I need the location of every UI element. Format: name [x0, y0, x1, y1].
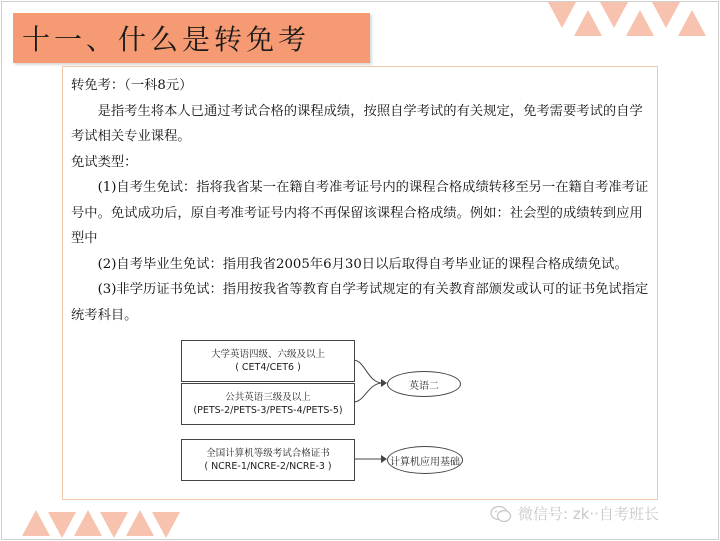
diagram-connectors — [63, 67, 657, 499]
cet-box-line1: 大学英语四级、六级及以上 — [210, 349, 325, 360]
english-two-label: 英语二 — [409, 380, 439, 392]
decor-triangle — [22, 510, 50, 536]
page-title: 十一、什么是转免考 — [22, 23, 311, 56]
ncre-box-line2: ( NCRE-1/NCRE-2/NCRE-3 ) — [204, 461, 332, 472]
decor-triangle — [600, 2, 628, 28]
content-box — [62, 66, 658, 500]
connector-line — [353, 383, 381, 402]
wechat-icon — [490, 505, 512, 523]
type-2-paragraph: (2)自考毕业生免试：指用我省2005年6月30日以后取得自考毕业证的课程合格成绩免试。 — [97, 256, 628, 272]
types-heading: 免试类型： — [71, 154, 138, 170]
decor-triangle — [652, 2, 680, 28]
ncre-box — [181, 439, 355, 481]
title-bar — [13, 13, 370, 63]
decor-triangle — [678, 10, 706, 36]
section-heading: 转免考：（一科8元） — [71, 78, 193, 93]
watermark — [490, 503, 659, 524]
pets-box — [181, 383, 355, 425]
computer-basics-label: 计算机应用基础 — [390, 456, 460, 468]
computer-basics-oval — [387, 446, 463, 474]
english-two-oval — [387, 371, 461, 397]
pets-box-line2: (PETS-2/PETS-3/PETS-4/PETS-5) — [193, 405, 343, 416]
pets-box-line1: 公共英语三级及以上 — [225, 392, 311, 403]
decor-triangle — [626, 10, 654, 36]
type-1-paragraph: (1)自考生免试：指将我省某一在籍自考准考证号内的课程合格成绩转移至另一在籍自考准考证号中。免试成功后，原自考准考证号内将不再保留该课程合格成绩。例如：社会型的成绩转到应用型中 — [71, 180, 649, 246]
definition-paragraph: 是指考生将本人已通过考试合格的课程成绩，按照自学考试的有关规定，免考需要考试的自学考试相关专业课程。 — [71, 103, 643, 144]
type-3-paragraph: (3)非学历证书免试：指用按我省等教育自学考试规定的有关教育部颁发或认可的证书免试指定统考科目。 — [71, 282, 649, 323]
decor-triangle — [48, 512, 76, 538]
ncre-box-line1: 全国计算机等级考试合格证书 — [206, 448, 330, 459]
decor-triangle — [574, 10, 602, 36]
connector-line — [353, 360, 381, 383]
decor-triangle — [74, 510, 102, 536]
decor-triangle — [152, 512, 180, 538]
certificate-diagram — [63, 67, 657, 499]
decor-triangle — [100, 512, 128, 538]
watermark-text: 微信号: zk··自考班长 — [518, 505, 659, 523]
decor-triangle — [548, 2, 576, 28]
cet-box — [181, 340, 355, 382]
cet-box-line2: ( CET4/CET6 ) — [235, 362, 301, 373]
decor-triangle — [126, 510, 154, 536]
